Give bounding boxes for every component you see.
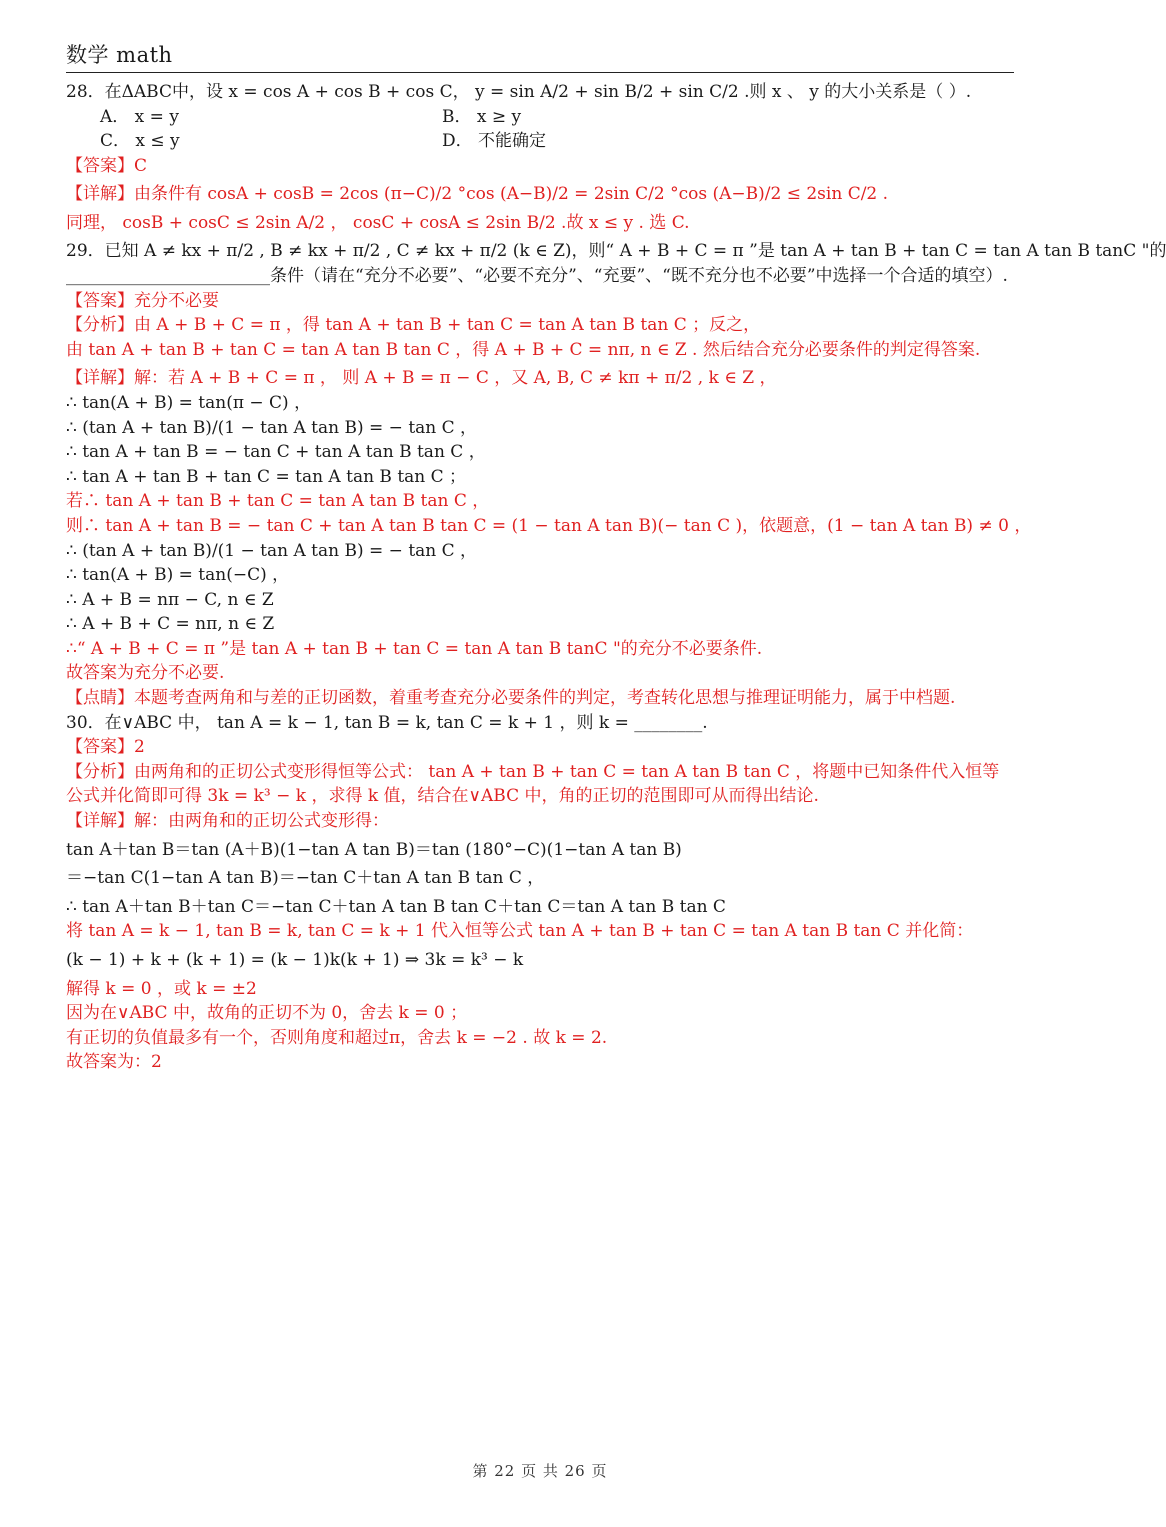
q29-detail-2: ∴ tan(A + B) = tan(π − C) ，	[66, 392, 312, 413]
q29-detail-6: 若∴ tan A + tan B + tan C = tan A tan B tan C ，	[66, 491, 490, 512]
q29-detail-13: 故答案为充分不必要.	[66, 663, 225, 684]
question-28	[66, 80, 1016, 235]
q29-detail-11: ∴ A + B + C = nπ, n ∈ Z	[66, 614, 275, 635]
q30-detail-1: 【详解】解：由两角和的正切公式变形得：	[66, 811, 389, 832]
q29-analysis-2: 由 tan A + tan B + tan C = tan A tan B tan C ，得 A + B + C = nπ, n ∈ Z . 然后结合充分必要条件的判定得答案.	[66, 339, 981, 360]
q29-detail-10: ∴ A + B = nπ − C, n ∈ Z	[66, 589, 274, 610]
q28-option-c: C． x ≤ y	[100, 131, 180, 152]
q28-option-a: A． x = y	[100, 106, 179, 127]
q30-detail-6: (k − 1) + k + (k + 1) = (k − 1)k(k + 1) ⇒ 3k = k³ − k	[66, 950, 524, 970]
q30-detail-5: 将 tan A = k − 1, tan B = k, tan C = k + 1 代入恒等公式 tan A + tan B + tan C = tan A tan B tan C 并化简：	[66, 921, 974, 942]
q29-detail-4: ∴ tan A + tan B = − tan C + tan A tan B tan C ，	[66, 442, 486, 463]
page-header	[66, 40, 1014, 73]
q30-detail-7: 解得 k = 0 ，或 k = ±2	[66, 978, 257, 999]
question-29	[66, 239, 1166, 710]
page-footer	[0, 1460, 1080, 1481]
q30-detail-2: tan A＋tan B＝tan (A＋B)(1−tan A tan B)＝tan (180°−C)(1−tan A tan B)	[66, 839, 682, 860]
q28-answer: 【答案】C	[66, 155, 148, 176]
q30-detail-4: ∴ tan A＋tan B＋tan C＝−tan C＋tan A tan B tan C＋tan C＝tan A tan B tan C	[66, 896, 726, 917]
q28-detail-1: 【详解】由条件有 cosA + cosB = 2cos (π−C)/2 °cos (A−B)/2 = 2sin C/2 °cos (A−B)/2 ≤ 2sin C/2 .	[66, 184, 889, 205]
q29-detail-1: 【详解】解：若 A + B + C = π ， 则 A + B = π − C ，又 A, B, C ≠ kπ + π/2 , k ∈ Z ，	[66, 368, 777, 389]
q28-stem: 28．在ΔABC中，设 x = cos A + cos B + cos C， y = sin A/2 + sin B/2 + sin C/2 .则 x 、 y 的大小关系是（ ）.	[66, 82, 972, 102]
q28-option-b: B． x ≥ y	[442, 106, 522, 127]
q30-detail-8: 因为在∨ABC 中，故角的正切不为 0，舍去 k = 0 ；	[66, 1003, 468, 1024]
q29-answer: 【答案】充分不必要	[66, 290, 219, 311]
document-body	[66, 80, 1166, 1075]
q29-detail-5: ∴ tan A + tan B + tan C = tan A tan B tan C ；	[66, 466, 467, 487]
q29-comment: 【点睛】本题考查两角和与差的正切函数，着重考查充分必要条件的判定，考查转化思想与推理证明能力，属于中档题.	[66, 688, 956, 709]
q29-stem-1: 29．已知 A ≠ kx + π/2 , B ≠ kx + π/2 , C ≠ kx + π/2 (k ∈ Z)，则“ A + B + C = π ”是 tan A + tan B + tan C = tan A tan B tanC "的	[66, 241, 1166, 262]
q30-analysis: 【分析】由两角和的正切公式变形得恒等公式： tan A + tan B + tan C = tan A tan B tan C ，将题中已知条件代入恒等公式并化简即可得 3k = k³ − k ，求得 k 值，结合在∨ABC 中，角的正切的范围即可从而得出结论.	[66, 761, 1000, 807]
q28-detail-2: 同理， cosB + cosC ≤ 2sin A/2 ， cosC + cosA ≤ 2sin B/2 .故 x ≤ y . 选 C.	[66, 212, 690, 233]
q29-detail-9: ∴ tan(A + B) = tan(−C) ，	[66, 565, 290, 586]
q30-detail-9: 有正切的负值最多有一个，否则角度和超过π，舍去 k = −2 . 故 k = 2.	[66, 1027, 608, 1048]
q28-option-d: D． 不能确定	[442, 131, 547, 152]
q29-analysis-1: 【分析】由 A + B + C = π ，得 tan A + tan B + tan C = tan A tan B tan C ；反之，	[66, 315, 761, 336]
q28-options	[66, 105, 1016, 154]
q29-detail-8: ∴ (tan A + tan B)/(1 − tan A tan B) = − tan C ，	[66, 540, 478, 561]
q30-stem: 30．在∨ABC 中， tan A = k − 1, tan B = k, tan C = k + 1 ，则 k = ________.	[66, 712, 708, 733]
q30-detail-3: ＝−tan C(1−tan A tan B)＝−tan C＋tan A tan B tan C ，	[66, 868, 545, 889]
q29-detail-12: ∴“ A + B + C = π ”是 tan A + tan B + tan C = tan A tan B tanC "的充分不必要条件.	[66, 638, 763, 659]
page-number: 第 22 页 共 26 页	[472, 1462, 608, 1480]
q30-detail-10: 故答案为：2	[66, 1052, 162, 1073]
q29-detail-3: ∴ (tan A + tan B)/(1 − tan A tan B) = − tan C ，	[66, 417, 478, 438]
q30-answer: 【答案】2	[66, 737, 145, 758]
header-title: 数学 math	[66, 43, 173, 67]
q29-detail-7: 则∴ tan A + tan B = − tan C + tan A tan B tan C = (1 − tan A tan B)(− tan C )，依题意，(1 − tan A tan B) ≠ 0 ，	[66, 515, 1032, 536]
q29-stem-2: ________________________条件（请在“充分不必要”、“必要不充分”、“充要”、“既不充分也不必要”中选择一个合适的填空）.	[66, 265, 1008, 286]
question-30	[66, 711, 1016, 1075]
